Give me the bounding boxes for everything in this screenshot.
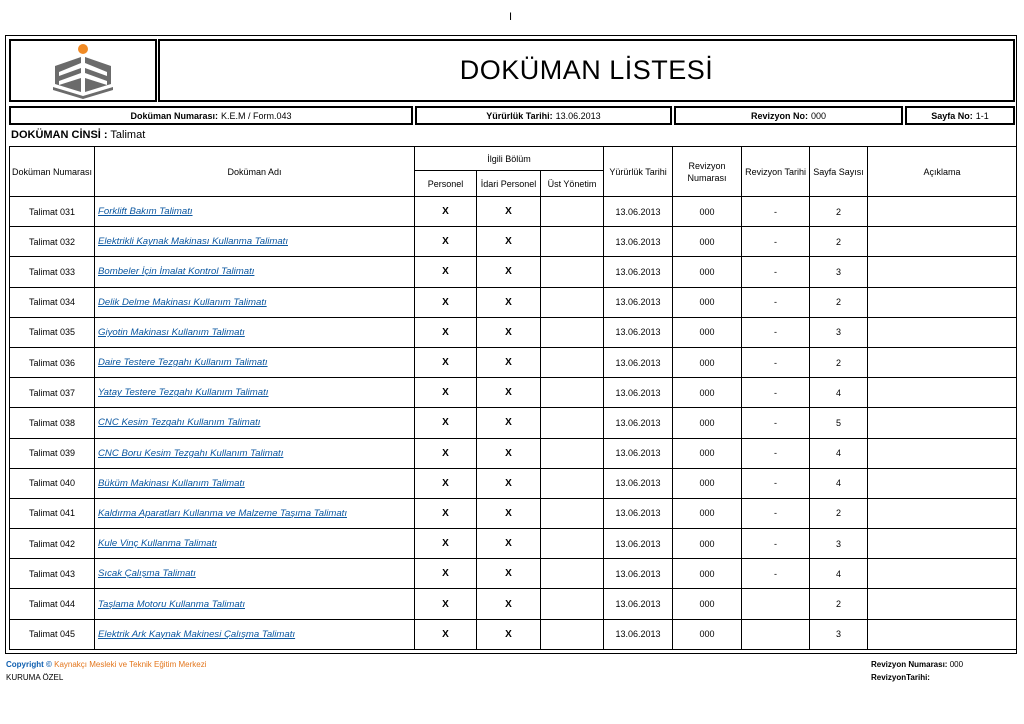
table-row: [10, 257, 1017, 287]
cell-effective-date: 13.06.2013: [604, 378, 673, 408]
col-notes: Açıklama: [868, 147, 1017, 197]
cell-effective-date: 13.06.2013: [604, 287, 673, 317]
table-row: [10, 378, 1017, 408]
cell-revision-number: 000: [673, 257, 742, 287]
doc-link[interactable]: Yatay Testere Tezgahı Kullanım Talimatı: [98, 387, 269, 399]
cell-revision-number: 000: [673, 287, 742, 317]
cell-doc-name: [95, 347, 415, 377]
doc-number-field: [9, 106, 413, 125]
cell-top-management: [541, 498, 604, 528]
cell-revision-number: 000: [673, 559, 742, 589]
cell-doc-no: Talimat 043: [10, 559, 95, 589]
cell-notes: [868, 347, 1017, 377]
cell-page-count: 3: [810, 257, 868, 287]
cell-doc-name: [95, 378, 415, 408]
cell-doc-name: [95, 529, 415, 559]
cell-revision-number: 000: [673, 197, 742, 227]
doc-link[interactable]: Büküm Makinası Kullanım Talimatı: [98, 477, 245, 489]
organization-name: Kaynakçı Mesleki ve Teknik Eğitim Merkezi: [54, 660, 207, 669]
cell-revision-date: -: [742, 197, 810, 227]
cell-page-count: 2: [810, 347, 868, 377]
cell-revision-number: 000: [673, 317, 742, 347]
doc-link[interactable]: Kaldırma Aparatları Kullanma ve Malzeme Taşıma Talimatı: [98, 507, 348, 519]
cell-admin-personnel: X: [477, 378, 541, 408]
cell-doc-name: [95, 257, 415, 287]
doc-link[interactable]: Giyotin Makinası Kullanım Talimatı: [98, 326, 245, 338]
cell-notes: [868, 257, 1017, 287]
table-row: [10, 619, 1017, 649]
cell-doc-name: [95, 468, 415, 498]
cell-revision-number: 000: [673, 589, 742, 619]
cell-doc-no: Talimat 045: [10, 619, 95, 649]
cell-notes: [868, 317, 1017, 347]
cell-top-management: [541, 257, 604, 287]
doc-type-label: DOKÜMAN CİNSİ :: [11, 129, 108, 141]
table-row: [10, 468, 1017, 498]
table-row: [10, 529, 1017, 559]
document-list-table: [9, 146, 1017, 650]
doc-number-value: K.E.M / Form.043: [221, 110, 292, 121]
cell-page-count: 4: [810, 559, 868, 589]
table-row: [10, 438, 1017, 468]
cell-effective-date: 13.06.2013: [604, 498, 673, 528]
cell-personnel: X: [415, 468, 477, 498]
cell-doc-name: [95, 438, 415, 468]
col-related-dept: İlgili Bölüm: [415, 147, 604, 171]
cell-doc-name: [95, 287, 415, 317]
doc-link[interactable]: Delik Delme Makinası Kullanım Talimatı: [98, 296, 267, 308]
page-number-field: [905, 106, 1015, 125]
cell-doc-no: Talimat 041: [10, 498, 95, 528]
footer-revision-number: [871, 660, 963, 669]
cell-top-management: [541, 468, 604, 498]
col-doc-no: Doküman Numarası: [10, 147, 95, 197]
cell-admin-personnel: X: [477, 197, 541, 227]
cell-doc-name: [95, 408, 415, 438]
cell-notes: [868, 378, 1017, 408]
doc-link[interactable]: CNC Kesim Tezgahı Kullanım Talimatı: [98, 417, 261, 429]
books-logo-icon: [50, 42, 116, 100]
cell-revision-number: 000: [673, 227, 742, 257]
cell-revision-number: 000: [673, 468, 742, 498]
footer-rev-date-label: RevizyonTarihi:: [871, 673, 930, 682]
cell-notes: [868, 438, 1017, 468]
effective-date-label: Yürürlük Tarihi:: [486, 110, 553, 121]
cell-page-count: 3: [810, 317, 868, 347]
cell-admin-personnel: X: [477, 227, 541, 257]
cell-revision-date: -: [742, 317, 810, 347]
doc-number-label: Doküman Numarası:: [130, 110, 218, 121]
cell-revision-number: 000: [673, 347, 742, 377]
cell-top-management: [541, 317, 604, 347]
logo: [9, 39, 157, 102]
cell-doc-no: Talimat 039: [10, 438, 95, 468]
cell-personnel: X: [415, 317, 477, 347]
col-page-count: Sayfa Sayısı: [810, 147, 868, 197]
cell-notes: [868, 197, 1017, 227]
cell-revision-date: [742, 619, 810, 649]
cell-doc-no: Talimat 035: [10, 317, 95, 347]
col-personnel: Personel: [415, 171, 477, 197]
cell-personnel: X: [415, 589, 477, 619]
cell-personnel: X: [415, 408, 477, 438]
cell-doc-name: [95, 589, 415, 619]
cell-personnel: X: [415, 257, 477, 287]
cell-admin-personnel: X: [477, 287, 541, 317]
doc-link[interactable]: Taşlama Motoru Kullanma Talimatı: [98, 598, 245, 610]
cell-revision-number: 000: [673, 378, 742, 408]
table-row: [10, 197, 1017, 227]
cell-effective-date: 13.06.2013: [604, 619, 673, 649]
cell-personnel: X: [415, 227, 477, 257]
cell-revision-date: -: [742, 378, 810, 408]
cell-effective-date: 13.06.2013: [604, 468, 673, 498]
cell-revision-date: -: [742, 559, 810, 589]
cell-page-count: 4: [810, 438, 868, 468]
cell-doc-name: [95, 498, 415, 528]
cell-top-management: [541, 287, 604, 317]
cell-page-count: 4: [810, 378, 868, 408]
cell-effective-date: 13.06.2013: [604, 438, 673, 468]
cell-page-count: 3: [810, 619, 868, 649]
cell-top-management: [541, 619, 604, 649]
cell-page-count: 2: [810, 197, 868, 227]
doc-link[interactable]: Bombeler İçin İmalat Kontrol Talimatı: [98, 266, 255, 278]
cell-page-count: 3: [810, 529, 868, 559]
table-row: [10, 287, 1017, 317]
cell-top-management: [541, 559, 604, 589]
table-row: [10, 227, 1017, 257]
cell-effective-date: 13.06.2013: [604, 197, 673, 227]
cell-admin-personnel: X: [477, 559, 541, 589]
cell-revision-date: [742, 589, 810, 619]
revision-field: [674, 106, 903, 125]
cell-revision-date: -: [742, 529, 810, 559]
cell-personnel: X: [415, 529, 477, 559]
cell-doc-no: Talimat 034: [10, 287, 95, 317]
cell-admin-personnel: X: [477, 257, 541, 287]
cell-admin-personnel: X: [477, 619, 541, 649]
page-title: DOKÜMAN LİSTESİ: [158, 39, 1015, 102]
cell-doc-name: [95, 317, 415, 347]
cell-effective-date: 13.06.2013: [604, 257, 673, 287]
cell-notes: [868, 227, 1017, 257]
cell-top-management: [541, 438, 604, 468]
cell-doc-no: Talimat 042: [10, 529, 95, 559]
cell-admin-personnel: X: [477, 438, 541, 468]
cell-admin-personnel: X: [477, 347, 541, 377]
doc-link[interactable]: CNC Boru Kesim Tezgahı Kullanım Talimatı: [98, 447, 284, 459]
col-effective-date: Yürürlük Tarihi: [604, 147, 673, 197]
cell-revision-date: -: [742, 468, 810, 498]
cell-notes: [868, 468, 1017, 498]
cell-doc-name: [95, 197, 415, 227]
cell-doc-name: [95, 559, 415, 589]
table-row: [10, 559, 1017, 589]
cell-doc-no: Talimat 037: [10, 378, 95, 408]
doc-link[interactable]: Forklift Bakım Talimatı: [98, 206, 193, 218]
cell-revision-number: 000: [673, 619, 742, 649]
cell-admin-personnel: X: [477, 408, 541, 438]
cell-top-management: [541, 589, 604, 619]
col-doc-name: Doküman Adı: [95, 147, 415, 197]
cell-personnel: X: [415, 438, 477, 468]
cell-doc-no: Talimat 033: [10, 257, 95, 287]
cell-revision-date: -: [742, 287, 810, 317]
cell-page-count: 2: [810, 498, 868, 528]
page-mark: I: [509, 11, 513, 23]
copyright: [6, 660, 206, 669]
cell-top-management: [541, 529, 604, 559]
doc-link[interactable]: Sıcak Çalışma Talimatı: [98, 568, 196, 580]
cell-revision-number: 000: [673, 529, 742, 559]
doc-link[interactable]: Kule Vinç Kullanma Talimatı: [98, 538, 217, 550]
doc-link[interactable]: Elektrik Ark Kaynak Makinesi Çalışma Talimatı: [98, 628, 296, 640]
cell-effective-date: 13.06.2013: [604, 317, 673, 347]
revision-label: Revizyon No:: [750, 110, 808, 121]
cell-doc-no: Talimat 032: [10, 227, 95, 257]
footer-revision-date: [871, 673, 930, 682]
cell-revision-number: 000: [673, 498, 742, 528]
cell-revision-date: -: [742, 257, 810, 287]
cell-doc-no: Talimat 038: [10, 408, 95, 438]
cell-revision-date: -: [742, 498, 810, 528]
cell-page-count: 2: [810, 287, 868, 317]
cell-effective-date: 13.06.2013: [604, 559, 673, 589]
table-row: [10, 498, 1017, 528]
table-row: [10, 347, 1017, 377]
cell-notes: [868, 529, 1017, 559]
cell-top-management: [541, 347, 604, 377]
cell-revision-date: -: [742, 227, 810, 257]
cell-notes: [868, 287, 1017, 317]
cell-personnel: X: [415, 498, 477, 528]
col-top-management: Üst Yönetim: [541, 171, 604, 197]
page-number-value: 1-1: [975, 110, 989, 121]
cell-revision-date: -: [742, 438, 810, 468]
cell-notes: [868, 498, 1017, 528]
cell-revision-date: -: [742, 408, 810, 438]
cell-doc-name: [95, 227, 415, 257]
cell-page-count: 5: [810, 408, 868, 438]
copyright-label: Copyright ©: [6, 660, 52, 669]
cell-top-management: [541, 408, 604, 438]
cell-personnel: X: [415, 287, 477, 317]
cell-revision-date: -: [742, 347, 810, 377]
cell-notes: [868, 408, 1017, 438]
doc-link[interactable]: Elektrikli Kaynak Makinası Kullanma Talimatı: [98, 236, 288, 248]
cell-doc-no: Talimat 031: [10, 197, 95, 227]
cell-revision-number: 000: [673, 408, 742, 438]
cell-top-management: [541, 197, 604, 227]
page-number-label: Sayfa No:: [931, 110, 973, 121]
cell-doc-no: Talimat 040: [10, 468, 95, 498]
cell-personnel: X: [415, 559, 477, 589]
cell-effective-date: 13.06.2013: [604, 589, 673, 619]
cell-notes: [868, 589, 1017, 619]
revision-value: 000: [810, 110, 827, 121]
cell-doc-name: [95, 619, 415, 649]
cell-page-count: 2: [810, 227, 868, 257]
cell-top-management: [541, 378, 604, 408]
cell-effective-date: 13.06.2013: [604, 347, 673, 377]
cell-effective-date: 13.06.2013: [604, 227, 673, 257]
doc-type-value: Talimat: [110, 129, 146, 141]
cell-notes: [868, 619, 1017, 649]
table-row: [10, 408, 1017, 438]
cell-personnel: X: [415, 347, 477, 377]
doc-type: [11, 129, 145, 141]
cell-admin-personnel: X: [477, 498, 541, 528]
cell-admin-personnel: X: [477, 589, 541, 619]
cell-personnel: X: [415, 619, 477, 649]
cell-revision-number: 000: [673, 438, 742, 468]
cell-personnel: X: [415, 378, 477, 408]
col-revision-number: Revizyon Numarası: [673, 147, 742, 197]
footer-rev-number-label: Revizyon Numarası:: [871, 660, 948, 669]
cell-doc-no: Talimat 036: [10, 347, 95, 377]
cell-page-count: 4: [810, 468, 868, 498]
cell-admin-personnel: X: [477, 529, 541, 559]
cell-doc-no: Talimat 044: [10, 589, 95, 619]
doc-link[interactable]: Daire Testere Tezgahı Kullanım Talimatı: [98, 357, 268, 369]
cell-notes: [868, 559, 1017, 589]
col-revision-date: Revizyon Tarihi: [742, 147, 810, 197]
table-row: [10, 317, 1017, 347]
cell-admin-personnel: X: [477, 317, 541, 347]
cell-effective-date: 13.06.2013: [604, 408, 673, 438]
cell-admin-personnel: X: [477, 468, 541, 498]
cell-effective-date: 13.06.2013: [604, 529, 673, 559]
cell-top-management: [541, 227, 604, 257]
effective-date-value: 13.06.2013: [555, 110, 601, 121]
table-row: [10, 589, 1017, 619]
col-admin-personnel: İdari Personel: [477, 171, 541, 197]
footer-rev-number-value: 000: [949, 660, 964, 669]
classification: KURUMA ÖZEL: [6, 673, 64, 682]
effective-date-field: [415, 106, 672, 125]
cell-personnel: X: [415, 197, 477, 227]
cell-page-count: 2: [810, 589, 868, 619]
